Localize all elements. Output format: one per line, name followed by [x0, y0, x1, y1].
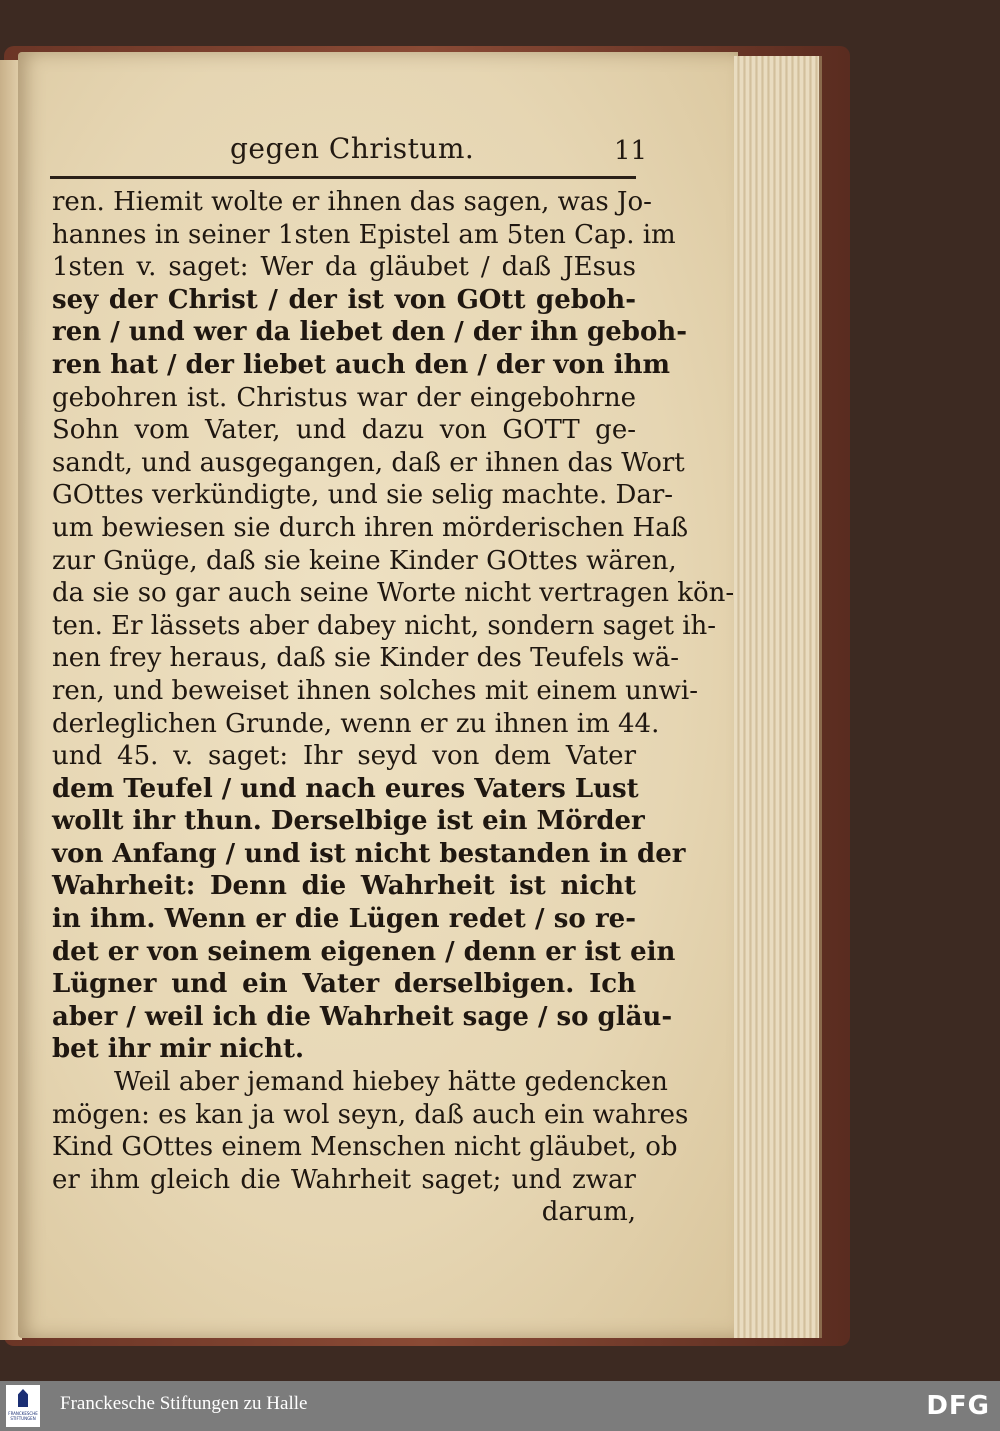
- text-line: ren hat / der liebet auch den / der von ihm: [52, 349, 671, 380]
- building-icon: [18, 1389, 28, 1407]
- catchword: darum,: [541, 1197, 636, 1228]
- page-number: 11: [614, 136, 648, 166]
- franckesche-logo[interactable]: [6, 1385, 40, 1427]
- text-line: Lügner und ein Vater derselbigen. Ich: [52, 969, 636, 1000]
- header-rule: [50, 176, 636, 179]
- text-line: von Anfang / und ist nicht bestanden in der: [52, 838, 686, 869]
- text-line: wollt ihr thun. Derselbige ist ein Mörder: [52, 806, 645, 837]
- page-text: [52, 186, 735, 1229]
- running-header: gegen Christum.: [230, 132, 475, 165]
- page-fore-edge: [734, 56, 822, 1338]
- text-line: mögen: es kan ja wol seyn, daß auch ein wahres: [52, 1099, 689, 1130]
- text-line: Kind GOttes einem Menschen nicht gläubet, ob: [52, 1132, 678, 1163]
- text-line: GOttes verkündigte, und sie selig machte. Dar-: [52, 480, 674, 511]
- text-line: aber / weil ich die Wahrheit sage / so gläu-: [52, 1001, 673, 1032]
- text-line: Weil aber jemand hiebey hätte gedencken: [114, 1067, 668, 1098]
- text-line: sey der Christ / der ist von GOtt geboh-: [52, 284, 636, 315]
- text-line: er ihm gleich die Wahrheit saget; und zwar: [52, 1164, 636, 1195]
- dfg-logo[interactable]: DFG: [926, 1391, 990, 1421]
- logo-text: FRANCKESCHE STIFTUNGEN: [8, 1411, 38, 1421]
- text-line: um bewiesen sie durch ihren mörderischen Haß: [52, 512, 689, 543]
- text-line: 1sten v. saget: Wer da gläubet / daß JEsus: [52, 252, 636, 283]
- text-line: ren. Hiemit wolte er ihnen das sagen, was Jo-: [52, 187, 652, 217]
- institution-name[interactable]: Franckesche Stiftungen zu Halle: [60, 1393, 308, 1414]
- text-line: in ihm. Wenn er die Lügen redet / so re-: [52, 904, 636, 935]
- text-line: ten. Er lässets aber dabey nicht, sondern saget ih-: [52, 610, 717, 641]
- viewer-footer-bar: [0, 1381, 1000, 1431]
- text-line: ren, und beweiset ihnen solches mit einem unwi-: [52, 675, 699, 706]
- text-line: bet ihr mir nicht.: [52, 1034, 305, 1065]
- text-line: Sohn vom Vater, und dazu von GOTT ge-: [52, 415, 636, 446]
- text-line: Wahrheit: Denn die Wahrheit ist nicht: [52, 871, 636, 902]
- text-line: det er von seinem eigenen / denn er ist ein: [52, 936, 676, 967]
- text-line: hannes in seiner 1sten Epistel am 5ten Cap. im: [52, 219, 676, 250]
- text-line: und 45. v. saget: Ihr seyd von dem Vater: [52, 741, 636, 772]
- text-line: ren / und wer da liebet den / der ihn geboh-: [52, 317, 687, 348]
- text-line: gebohren ist. Christus war der eingebohrne: [52, 382, 636, 413]
- text-line: dem Teufel / und nach eures Vaters Lust: [52, 773, 639, 804]
- text-line: da sie so gar auch seine Worte nicht vertragen kön-: [52, 578, 735, 609]
- text-line: derleglichen Grunde, wenn er zu ihnen im 44.: [52, 708, 660, 739]
- text-line: nen frey heraus, daß sie Kinder des Teufels wä-: [52, 643, 680, 674]
- text-line: sandt, und ausgegangen, daß er ihnen das Wort: [52, 447, 685, 478]
- text-line: zur Gnüge, daß sie keine Kinder GOttes wären,: [52, 545, 677, 576]
